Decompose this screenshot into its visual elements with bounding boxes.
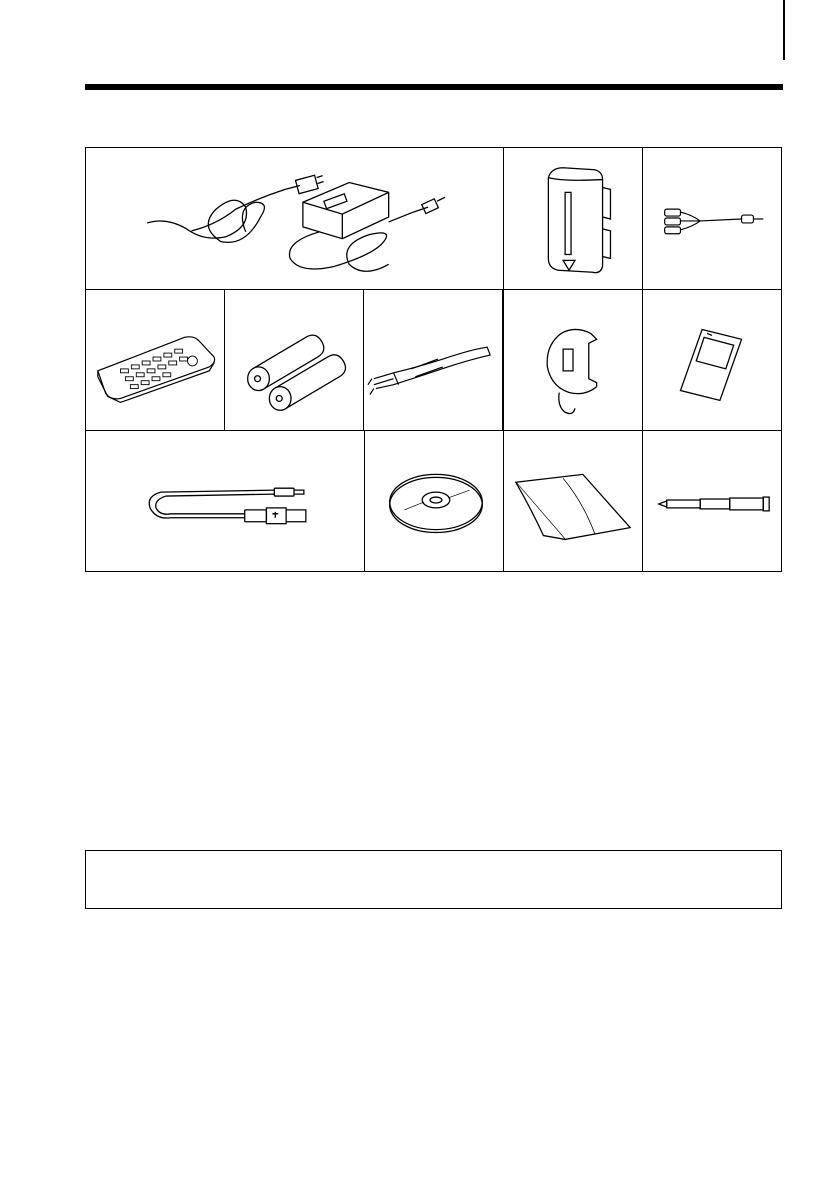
- heading-rule: [85, 84, 783, 90]
- remote-commander-icon: [86, 290, 224, 430]
- lens-cap-icon: [504, 290, 642, 430]
- shoulder-strap-icon: [364, 290, 502, 430]
- usb-cable-icon: [86, 431, 364, 571]
- memory-card-icon: [643, 290, 781, 430]
- usb-cable-cell: [85, 430, 365, 572]
- remote-commander-cell: [85, 289, 225, 431]
- ac-adaptor-cell: [85, 147, 504, 290]
- note-box: [85, 850, 782, 909]
- av-cable-icon: [643, 148, 781, 289]
- stylus-pen-cell: [642, 430, 782, 572]
- accessories-grid: [85, 147, 782, 572]
- page-edge-line: [783, 0, 785, 60]
- stylus-pen-icon: [643, 431, 781, 571]
- aa-batteries-cell: [224, 289, 364, 431]
- cleaning-cloth-cell: [503, 430, 643, 572]
- memory-card-cell: [642, 289, 782, 431]
- cd-rom-icon: [365, 431, 503, 571]
- av-cable-cell: [642, 147, 782, 290]
- battery-pack-icon: [504, 148, 642, 289]
- aa-batteries-icon: [225, 290, 363, 430]
- lens-cap-cell: [503, 289, 643, 431]
- ac-adaptor-icon: [86, 148, 503, 289]
- cd-rom-cell: [364, 430, 504, 572]
- battery-pack-cell: [503, 147, 643, 290]
- cleaning-cloth-icon: [504, 431, 642, 571]
- shoulder-strap-cell: [363, 289, 503, 431]
